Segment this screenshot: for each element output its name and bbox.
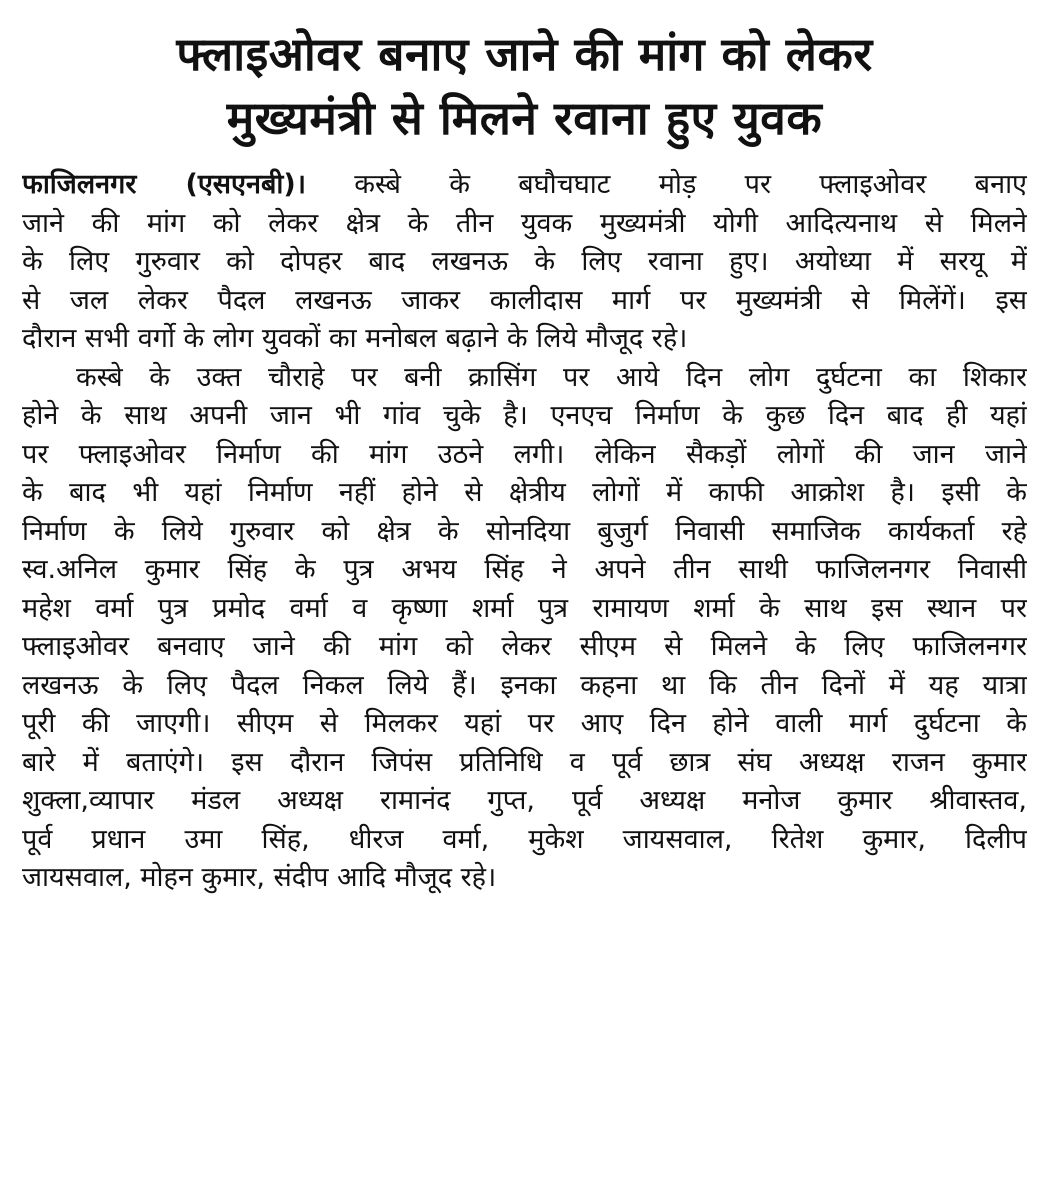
body-line: कस्बे के उक्त चौराहे पर बनी क्रासिंग पर आये दिन लोग दुर्घटना का शिकार xyxy=(76,361,1027,393)
headline-line-2: मुख्यमंत्री से मिलने रवाना हुए युवक xyxy=(226,91,823,145)
body-line xyxy=(22,166,1027,205)
body-line: होने के साथ अपनी जान भी गांव चुके है। एनएच निर्माण के कुछ दिन बाद ही यहां xyxy=(22,400,1027,431)
body-line: निर्माण के लिये गुरुवार को क्षेत्र के सोनदिया बुजुर्ग निवासी समाजिक कार्यकर्ता रहे xyxy=(22,515,1027,547)
paragraph-1 xyxy=(22,166,1027,359)
body-line: बारे में बताएंगे। इस दौरान जिपंस प्रतिनिधि व पूर्व छात्र संघ अध्यक्ष राजन कुमार xyxy=(22,746,1027,778)
body-line: फ्लाइओवर बनवाए जाने की मांग को लेकर सीएम से मिलने के लिए फाजिलनगर xyxy=(22,631,1027,662)
body-line: पर फ्लाइओवर निर्माण की मांग उठने लगी। लेकिन सैकड़ों लोगों की जान जाने xyxy=(22,438,1027,470)
body-line-text: कस्बे के बघौचघाट मोड़ पर फ्लाइओवर बनाए xyxy=(305,169,1027,200)
body-line: महेश वर्मा पुत्र प्रमोद वर्मा व कृष्णा शर्मा पुत्र रामायण शर्मा के साथ इस स्थान पर xyxy=(22,592,1027,624)
article-body xyxy=(22,166,1027,898)
body-line: पूर्व प्रधान उमा सिंह, धीरज वर्मा, मुकेश जायसवाल, रितेश कुमार, दिलीप xyxy=(22,823,1027,855)
dateline: फाजिलनगर (एसएनबी)। xyxy=(22,169,306,200)
body-line: दौरान सभी वर्गो के लोग युवकों का मनोबल बढ़ाने के लिये मौजूद रहे। xyxy=(22,323,688,354)
headline xyxy=(22,22,1027,150)
headline-line-1: फ्लाइओवर बनाए जाने की मांग को लेकर xyxy=(176,27,873,81)
body-line: जायसवाल, मोहन कुमार, संदीप आदि मौजूद रहे। xyxy=(22,862,497,893)
body-line: जाने की मांग को लेकर क्षेत्र के तीन युवक मुख्यमंत्री योगी आदित्यनाथ से मिलने xyxy=(22,207,1027,239)
paragraph-2 xyxy=(22,359,1027,898)
body-line: पूरी की जाएगी। सीएम से मिलकर यहां पर आए दिन होने वाली मार्ग दुर्घटना के xyxy=(22,708,1027,739)
body-line: स्व.अनिल कुमार सिंह के पुत्र अभय सिंह ने अपने तीन साथी फाजिलनगर निवासी xyxy=(22,554,1027,585)
body-line: के बाद भी यहां निर्माण नहीं होने से क्षेत्रीय लोगों में काफी आक्रोश है। इसी के xyxy=(22,477,1027,508)
body-line: शुक्ला,व्यापार मंडल अध्यक्ष रामानंद गुप्त, पूर्व अध्यक्ष मनोज कुमार श्रीवास्तव, xyxy=(22,785,1027,816)
body-line: से जल लेकर पैदल लखनऊ जाकर कालीदास मार्ग पर मुख्यमंत्री से मिलेंगें। इस xyxy=(22,284,1027,316)
body-line: लखनऊ के लिए पैदल निकल लिये हैं। इनका कहना था कि तीन दिनों में यह यात्रा xyxy=(22,669,1027,701)
body-line: के लिए गुरुवार को दोपहर बाद लखनऊ के लिए रवाना हुए। अयोध्या में सरयू में xyxy=(22,246,1027,277)
